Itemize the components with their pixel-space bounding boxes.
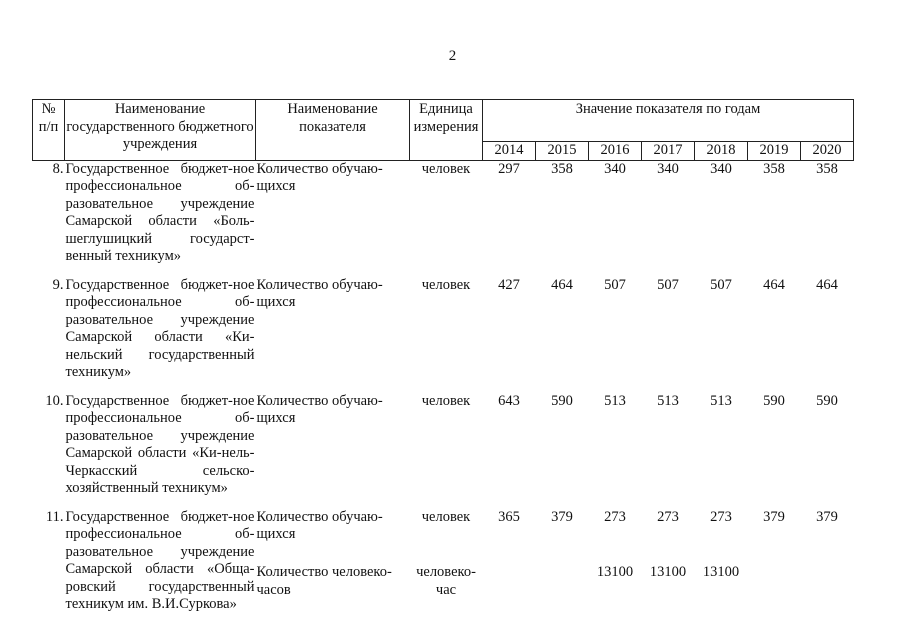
- institution-name: Государственное бюджет-ное профессиональное об-разовательное учреждение Самарской области «Ки-нельский государственный техникум»: [65, 276, 255, 380]
- indicator-name: Количество обучаю-щихся: [256, 508, 383, 542]
- value-cell: 358: [816, 160, 838, 177]
- row-number: 10.: [45, 392, 64, 409]
- header-year: 2014: [483, 142, 536, 161]
- header-year: 2016: [589, 142, 642, 161]
- value-cell: 507: [710, 276, 732, 293]
- value-cell: 13100: [702, 564, 740, 581]
- header-unit: Единица измерения: [410, 100, 483, 161]
- header-year: 2018: [695, 142, 748, 161]
- value-cell: 13100: [596, 564, 634, 581]
- unit: человек: [421, 276, 471, 293]
- value-cell: 379: [816, 508, 838, 525]
- indicator-name: Количество обучаю-щихся: [256, 392, 383, 426]
- header-year: 2017: [642, 142, 695, 161]
- value-cell: 340: [710, 160, 732, 177]
- value-cell: 507: [604, 276, 626, 293]
- header-year: 2015: [536, 142, 589, 161]
- value-cell: 365: [498, 508, 520, 525]
- value-cell: 590: [816, 392, 838, 409]
- unit: человек: [421, 392, 471, 409]
- indicator-name: Количество обучаю-щихся: [256, 276, 383, 310]
- table-row: [33, 509, 854, 555]
- value-cell: 340: [604, 160, 626, 177]
- value-cell: [483, 554, 536, 613]
- value-cell: [748, 554, 801, 613]
- value-cell: 340: [657, 160, 679, 177]
- unit: человек: [421, 160, 471, 177]
- value-cell: 273: [657, 508, 679, 525]
- value-cell: 464: [551, 276, 573, 293]
- institution-name: Государственное бюджет-ное профессиональное об-разовательное учреждение Самарской области «Общa-ровский государственный техникум им. В.И.Суркова»: [65, 508, 255, 612]
- table-row: [33, 393, 854, 498]
- value-cell: 273: [710, 508, 732, 525]
- value-cell: 590: [763, 392, 785, 409]
- indicator-name: Количество человеко-часов: [256, 564, 392, 598]
- row-number: 11.: [45, 508, 64, 525]
- header-indicator: Наименование показателя: [256, 100, 410, 161]
- row-number: 9.: [52, 276, 64, 293]
- table-row: [33, 277, 854, 382]
- value-cell: 464: [763, 276, 785, 293]
- value-cell: 464: [816, 276, 838, 293]
- value-cell: 358: [763, 160, 785, 177]
- indicators-table: [32, 99, 854, 614]
- value-cell: 273: [604, 508, 626, 525]
- value-cell: 590: [551, 392, 573, 409]
- value-cell: 427: [498, 276, 520, 293]
- page-number: 2: [448, 48, 457, 64]
- value-cell: 379: [551, 508, 573, 525]
- value-cell: 507: [657, 276, 679, 293]
- header-institution: Наименование государственного бюджетного учреждения: [65, 100, 256, 161]
- institution-name: Государственное бюджет-ное профессиональное об-разовательное учреждение Самарской области «Ки-нель-Черкасский сельско-хозяйственный техникум»: [65, 392, 255, 496]
- value-cell: 643: [498, 392, 520, 409]
- unit: человеко-час: [416, 564, 476, 598]
- table-row: [33, 160, 854, 266]
- value-cell: 13100: [649, 564, 687, 581]
- value-cell: 513: [604, 392, 626, 409]
- value-cell: 513: [657, 392, 679, 409]
- header-num: № п/п: [33, 100, 65, 161]
- value-cell: [536, 554, 589, 613]
- indicator-name: Количество обучаю-щихся: [256, 160, 383, 194]
- value-cell: 358: [551, 160, 573, 177]
- value-cell: 513: [710, 392, 732, 409]
- header-values: Значение показателя по годам: [483, 100, 854, 142]
- row-number: 8.: [52, 160, 64, 177]
- value-cell: 297: [498, 160, 520, 177]
- institution-name: Государственное бюджет-ное профессиональное об-разовательное учреждение Самарской области «Боль-шеглушицкий государст-венный техникум»: [65, 160, 255, 264]
- header-year: 2020: [801, 142, 854, 161]
- unit: человек: [421, 508, 471, 525]
- header-year: 2019: [748, 142, 801, 161]
- value-cell: 379: [763, 508, 785, 525]
- value-cell: [801, 554, 854, 613]
